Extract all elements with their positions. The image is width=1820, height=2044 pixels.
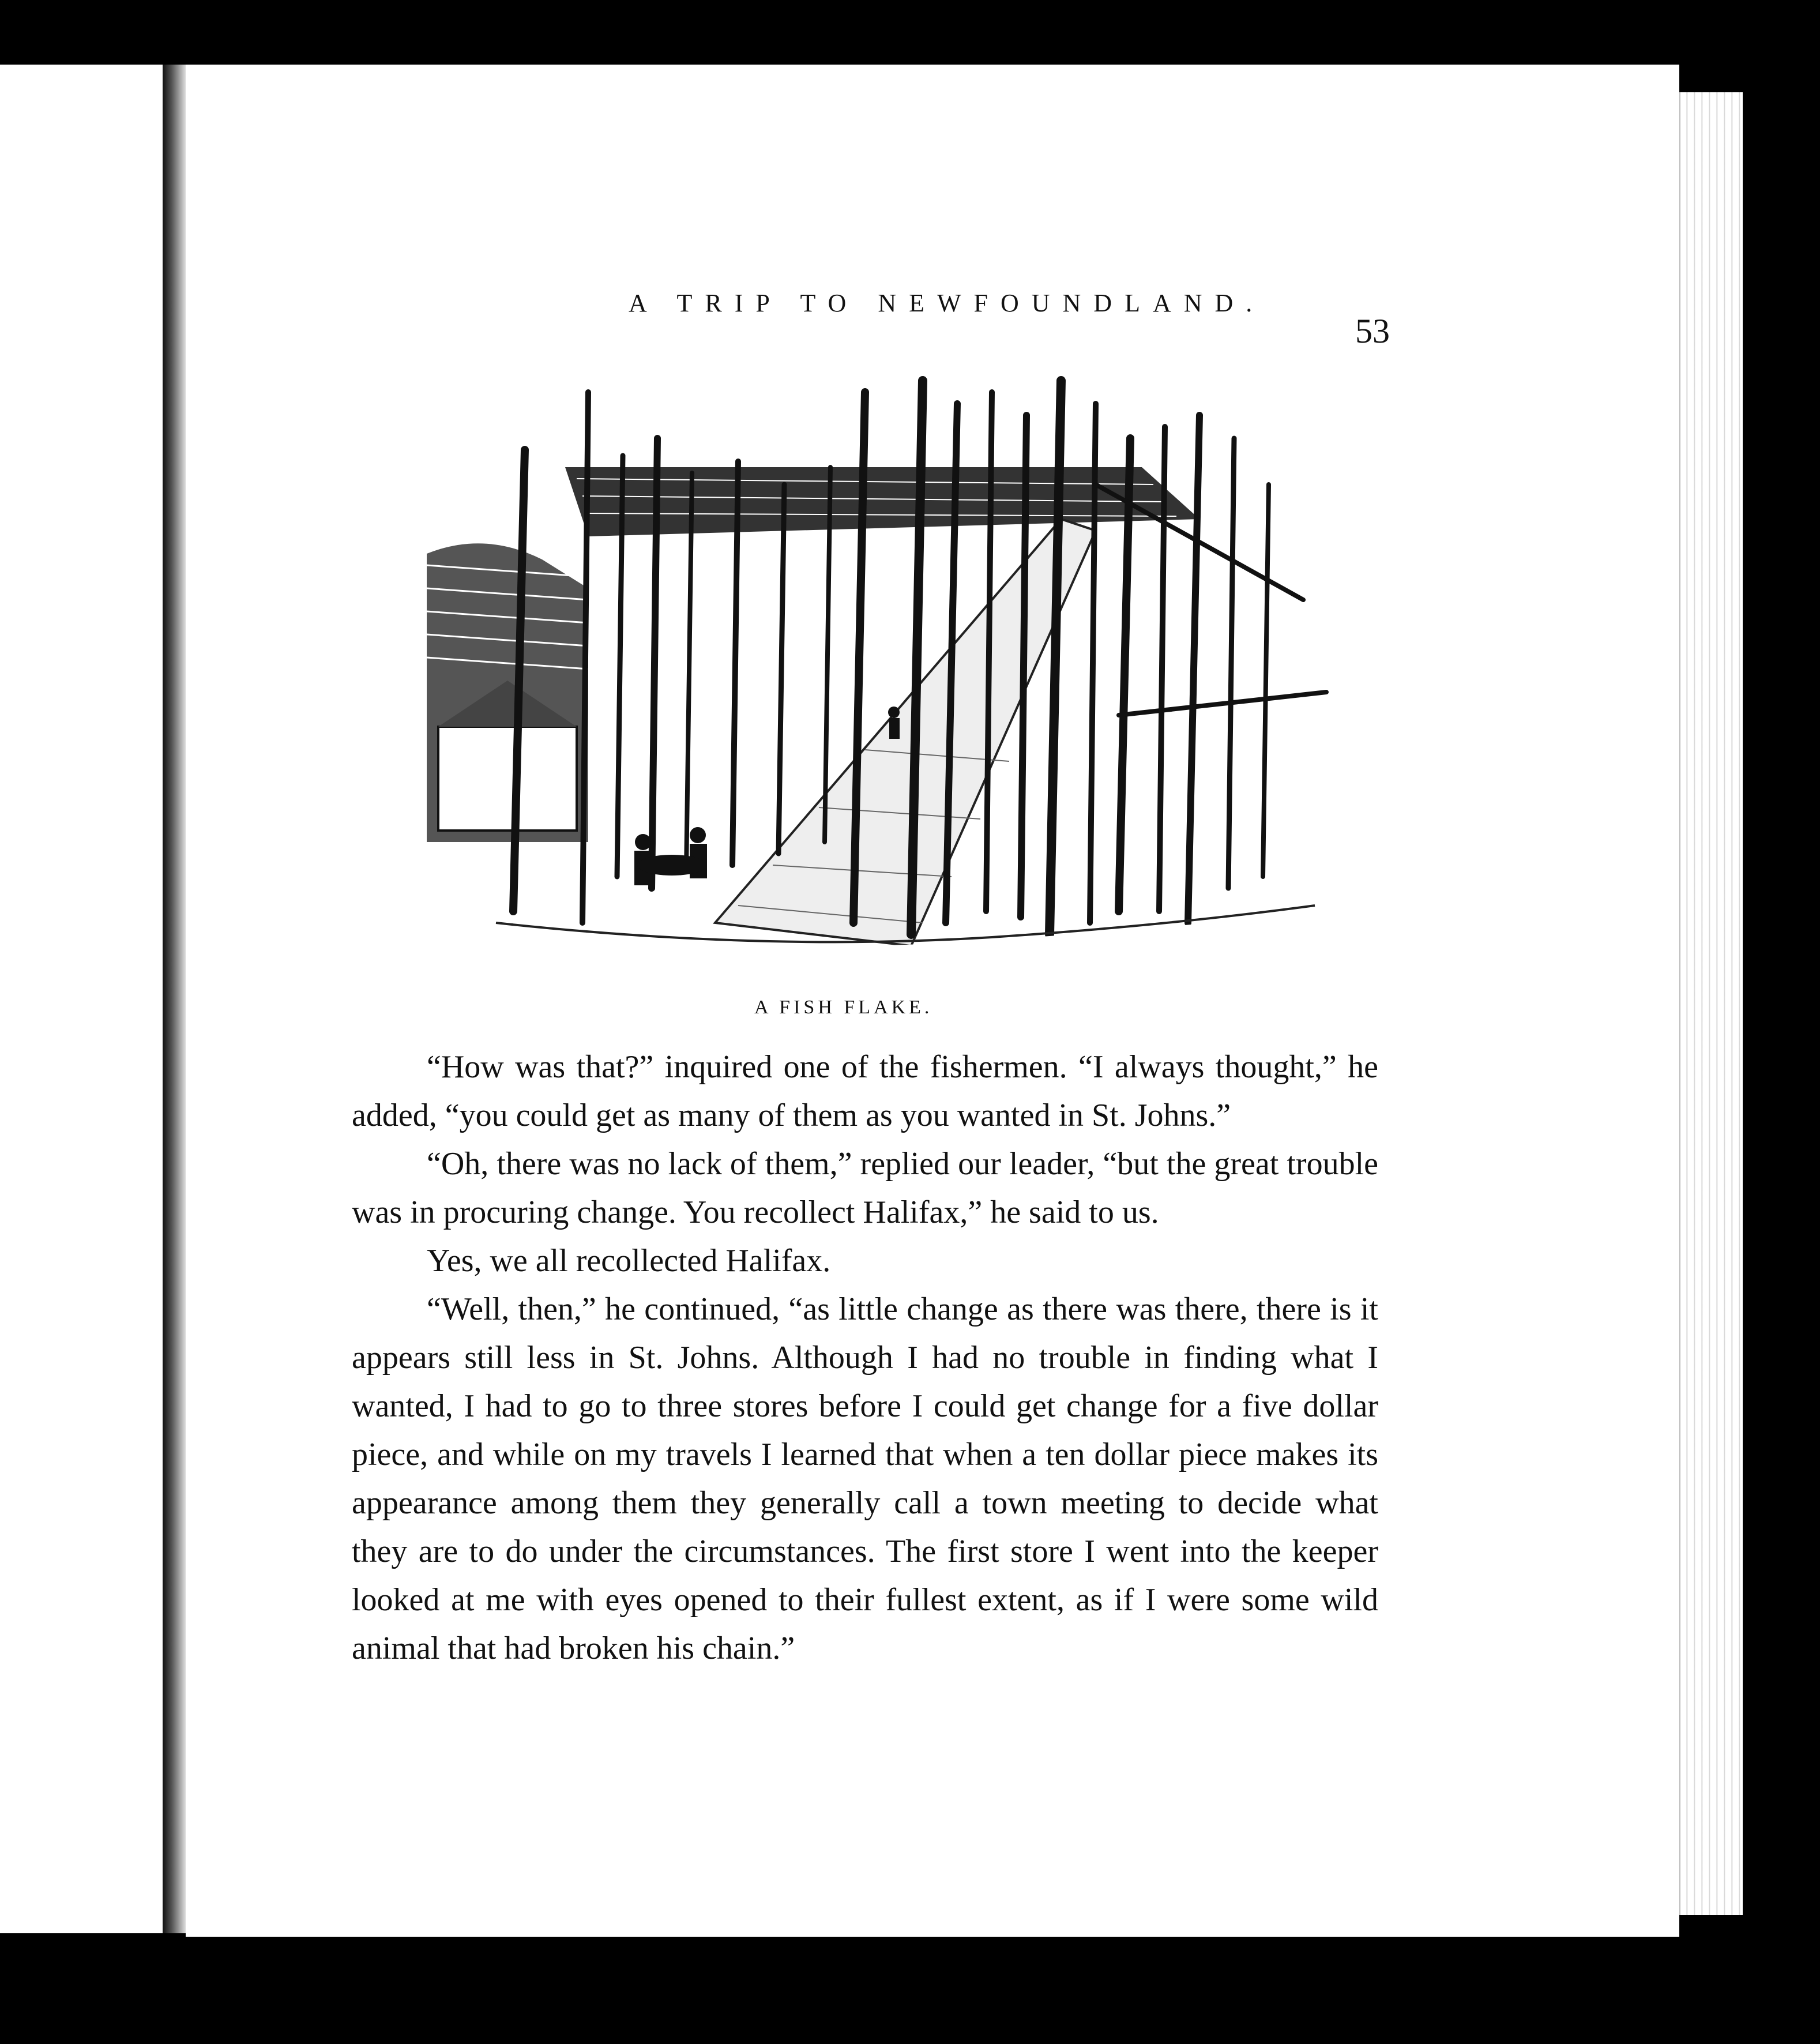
- fish-flake-illustration: [415, 369, 1338, 969]
- paragraph: Yes, we all recollected Halifax.: [427, 1243, 831, 1279]
- paragraph: “How was that?” inquired one of the fishermen. “I always thought,” he added, “you could get as many of them as you wanted in St. Johns.”: [352, 1049, 1378, 1133]
- paragraph: “Well, then,” he continued, “as little change as there was there, there is it appears still less in St. Johns. Although I had no trouble in finding what I wanted, I had to go to three stores before I could get change for a five dollar piece, and while on my travels I learned that when a ten dollar piece makes its appearance among them they generally call a town meeting to decide what they are to do under the circumstances. The first store I went into the keeper looked at me with eyes opened to their fullest extent, as if I were some wild animal that had broken his chain.”: [352, 1291, 1378, 1666]
- page-edges: [1679, 92, 1744, 1915]
- illustration-caption: A FISH FLAKE.: [754, 997, 933, 1018]
- left-page: [0, 65, 165, 1933]
- body-text: [352, 1043, 1378, 1673]
- page-number: 53: [1355, 312, 1390, 350]
- running-head: A TRIP TO NEWFOUNDLAND.: [629, 289, 1265, 317]
- book-edge-shadow: [1743, 87, 1777, 1915]
- book-gutter: [163, 65, 186, 1933]
- paragraph: “Oh, there was no lack of them,” replied our leader, “but the great trouble was in procuring change. You recollect Halifax,” he said to us.: [352, 1146, 1378, 1230]
